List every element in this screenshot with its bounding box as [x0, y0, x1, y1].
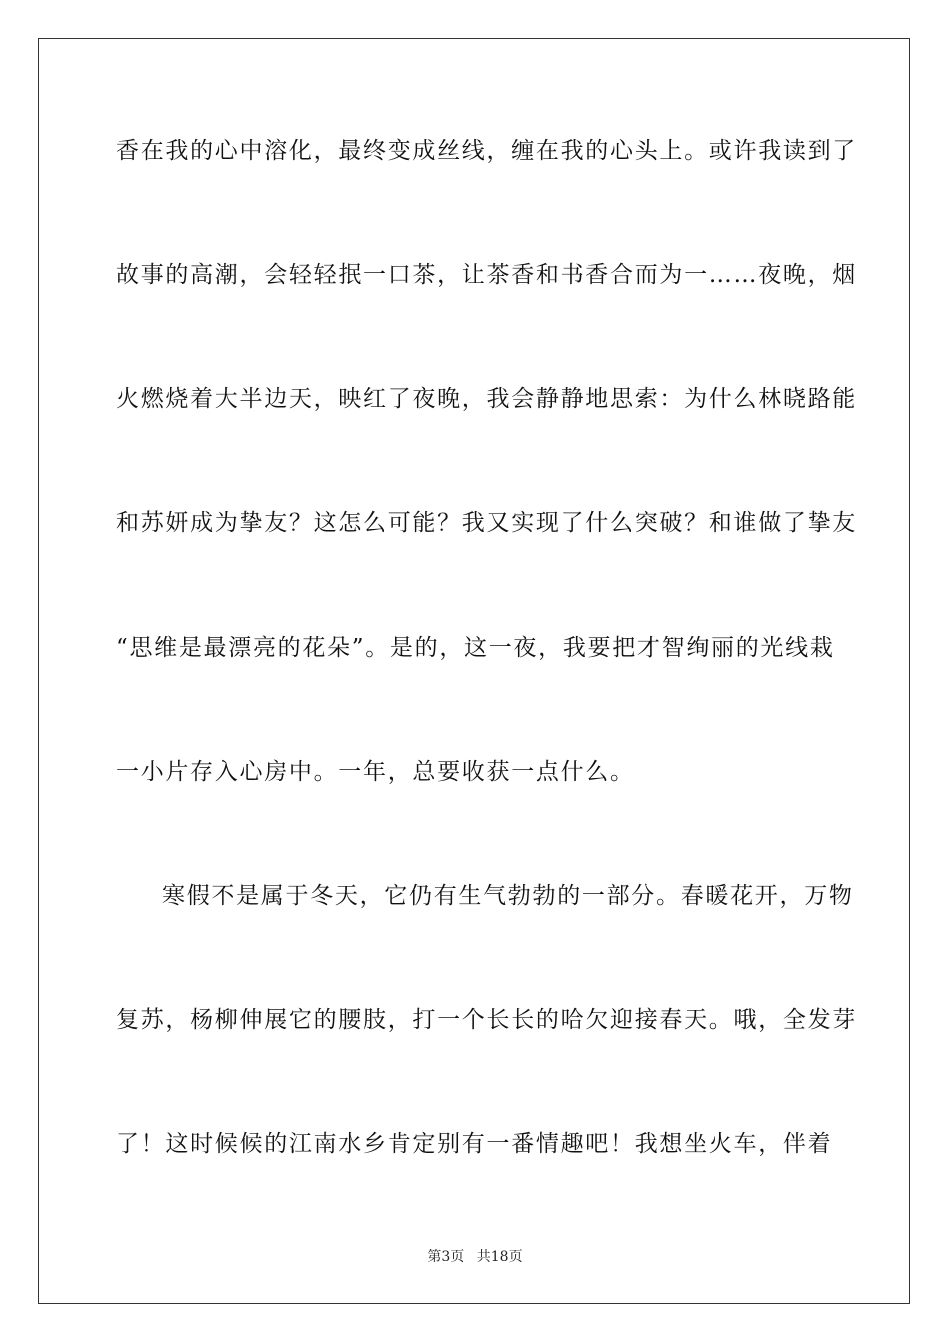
- page-footer: [0, 1246, 950, 1266]
- text-line: 香在我的心中溶化，最终变成丝线，缠在我的心头上。或许我读到了: [116, 138, 857, 164]
- total-pages: 共18页: [476, 1249, 523, 1265]
- text-line: 一小片存入心房中。一年，总要收获一点什么。: [116, 759, 635, 785]
- page-border: [38, 38, 910, 1304]
- page-number: 第3页: [427, 1249, 465, 1265]
- text-line: 故事的高潮，会轻轻抿一口茶，让茶香和书香合而为一……夜晚，烟: [116, 262, 857, 288]
- text-line: 和苏妍成为挚友？这怎么可能？我又实现了什么突破？和谁做了挚友: [116, 510, 857, 536]
- text-line: 复苏，杨柳伸展它的腰肢，打一个长长的哈欠迎接春天。哦，全发芽: [116, 1007, 857, 1033]
- text-line: 了！这时候候的江南水乡肯定别有一番情趣吧！我想坐火车，伴着: [116, 1131, 833, 1157]
- text-line: “思维是最漂亮的花朵”。是的，这一夜，我要把才智绚丽的光线栽: [116, 635, 835, 661]
- text-line: 火燃烧着大半边天，映红了夜晚，我会静静地思索：为什么林晓路能: [116, 386, 857, 412]
- paragraph-first-line: 寒假不是属于冬天，它仍有生气勃勃的一部分。春暖花开，万物: [162, 883, 854, 909]
